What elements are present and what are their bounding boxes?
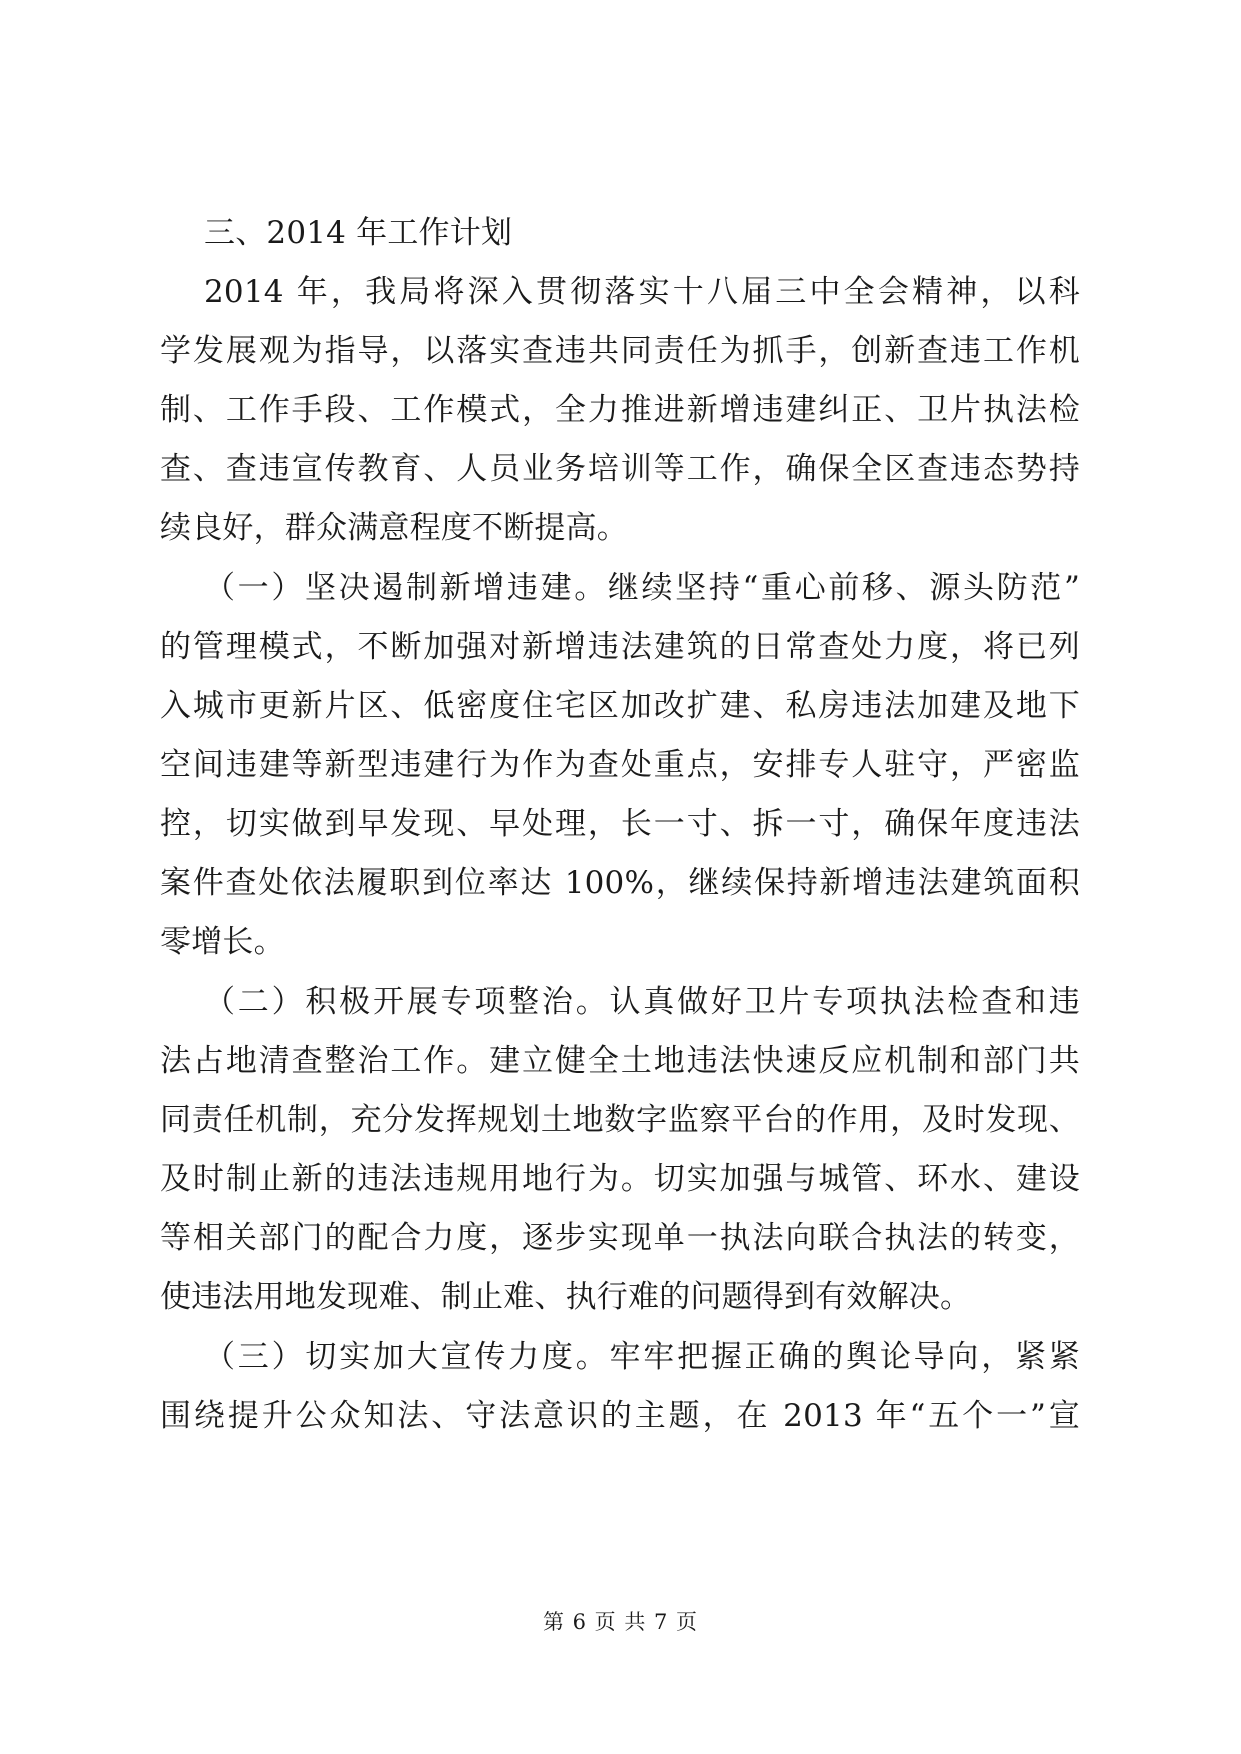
section1-line: 控，切实做到早发现、早处理，长一寸、拆一寸，确保年度违法 [160, 806, 1080, 842]
section2-line: 同责任机制，充分发挥规划土地数字监察平台的作用，及时发现、 [160, 1102, 1080, 1138]
section1-line: （一）坚决遏制新增违建。继续坚持“重心前移、源头防范” [204, 570, 1080, 606]
section2-line: 法占地清查整治工作。建立健全土地违法快速反应机制和部门共 [160, 1043, 1080, 1079]
section2-line: 等相关部门的配合力度，逐步实现单一执法向联合执法的转变， [160, 1220, 1080, 1256]
intro-line: 制、工作手段、工作模式，全力推进新增违建纠正、卫片执法检 [160, 392, 1080, 428]
section3-line: 围绕提升公众知法、守法意识的主题，在 2013 年“五个一”宣 [160, 1398, 1080, 1434]
page-number-footer: 第 6 页 共 7 页 [542, 1610, 699, 1634]
section1-line: 的管理模式，不断加强对新增违法建筑的日常查处力度，将已列 [160, 629, 1080, 665]
section2-line: 及时制止新的违法违规用地行为。切实加强与城管、环水、建设 [160, 1161, 1080, 1197]
section1-line: 零增长。 [160, 924, 285, 960]
section2-line: 使违法用地发现难、制止难、执行难的问题得到有效解决。 [160, 1279, 972, 1315]
section2-line: （二）积极开展专项整治。认真做好卫片专项执法检查和违 [204, 984, 1080, 1020]
section1-line: 入城市更新片区、低密度住宅区加改扩建、私房违法加建及地下 [160, 688, 1080, 724]
section1-line: 空间违建等新型违建行为作为查处重点，安排专人驻守，严密监 [160, 747, 1080, 783]
intro-line: 2014 年，我局将深入贯彻落实十八届三中全会精神，以科 [204, 274, 1080, 310]
section1-line: 案件查处依法履职到位率达 100%，继续保持新增违法建筑面积 [160, 865, 1080, 901]
section3-line: （三）切实加大宣传力度。牢牢把握正确的舆论导向，紧紧 [204, 1339, 1080, 1375]
intro-line: 续良好，群众满意程度不断提高。 [160, 510, 628, 546]
intro-line: 查、查违宣传教育、人员业务培训等工作，确保全区查违态势持 [160, 451, 1080, 487]
section-heading: 三、2014 年工作计划 [204, 215, 513, 251]
intro-line: 学发展观为指导，以落实查违共同责任为抓手，创新查违工作机 [160, 333, 1080, 369]
